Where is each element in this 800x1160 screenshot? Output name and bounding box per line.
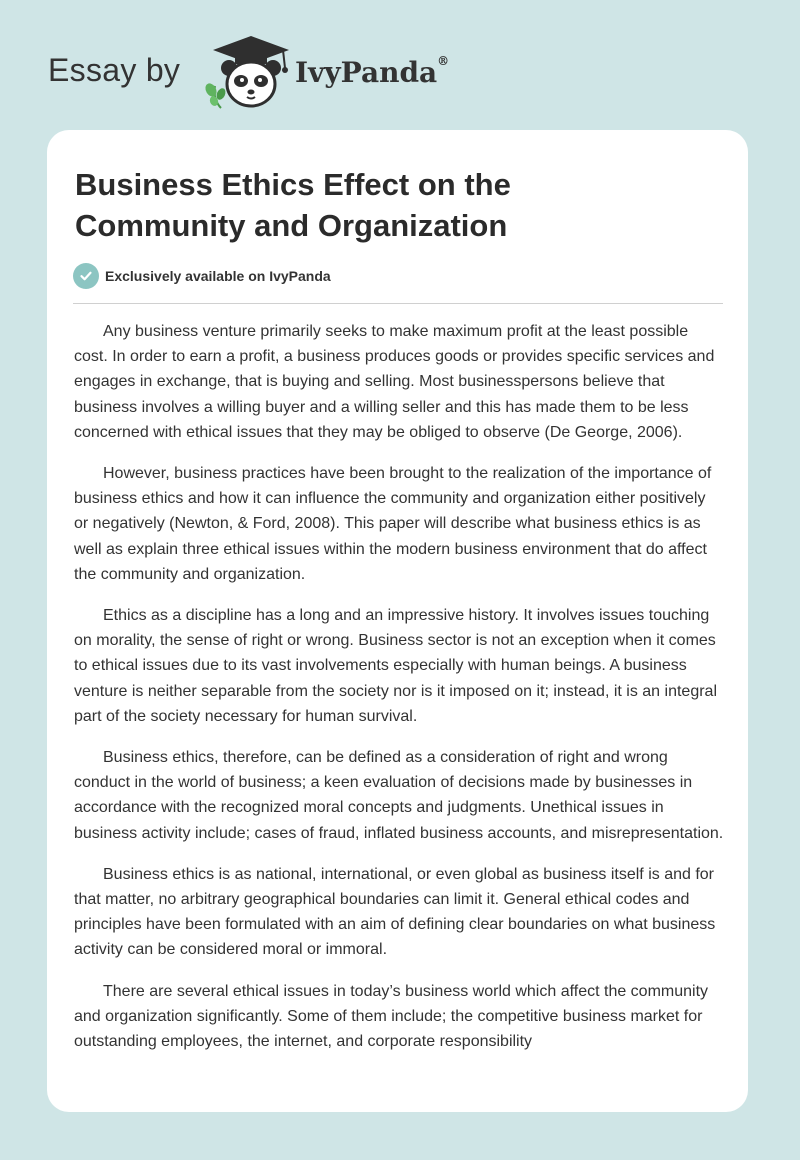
paragraph: Business ethics, therefore, can be defined as a consideration of right and wrong conduct in the world of business; a keen evaluation of decisions made by businesses in accordance with the recognized moral concepts and judgments. Unethical issues in business activity include; cases of fraud, inflated business accounts, and misrepresentation.: [74, 749, 724, 842]
essay-body: [74, 319, 724, 1070]
essay-card: [47, 130, 748, 1112]
brand-name: [295, 56, 449, 89]
check-circle-icon: [73, 263, 99, 289]
divider: [73, 303, 723, 304]
paragraph: Ethics as a discipline has a long and an impressive history. It involves issues touching on morality, the sense of right or wrong. Business sector is not an exception when it comes to ethical issues due to its vast involvements especially with human beings. A business venture is neither separable from the society nor is it imposed on it; instead, it is an integral part of the society necessary for human survival.: [74, 607, 717, 725]
paragraph: There are several ethical issues in today’s business world which affect the community and organization significantly. Some of them include; the competitive business market for outstanding employees, the internet, and corporate responsibility: [74, 982, 709, 1051]
paragraph: However, business practices have been brought to the realization of the importance of business ethics and how it can influence the community and organization either positively or negatively (Newton, & Ford, 2008). This paper will describe what business ethics is as well as explain three ethical issues within the modern business environment that do affect the community and organization.: [74, 465, 712, 583]
page-title: Business Ethics Effect on the Community and Organization: [75, 167, 511, 243]
exclusive-badge: [73, 263, 331, 289]
paragraph: Business ethics is as national, international, or even global as business itself is and for that matter, no arbitrary geographical boundaries can limit it. General ethical codes and principles have been formulated with an aim of defining clear boundaries on what business activity can be considered moral or immoral.: [74, 865, 716, 959]
brand-prefix: Essay by: [48, 52, 181, 88]
registered-mark: ®: [437, 54, 450, 68]
paragraph: Any business venture primarily seeks to make maximum profit at the least possible cost. In order to earn a profit, a business produces goods or provides specific services and engages in exchange, that is buying and selling. Most businesspersons believe that business involves a willing buyer and a willing seller and this has made them to be less concerned with ethical issues that they may be obliged to observe (De George, 2006).: [74, 323, 715, 441]
badge-label: Exclusively available on IvyPanda: [105, 268, 331, 284]
panda-logo-icon: [203, 34, 299, 110]
site-header: [48, 34, 508, 110]
brand-name-text: IvyPanda: [295, 56, 438, 89]
